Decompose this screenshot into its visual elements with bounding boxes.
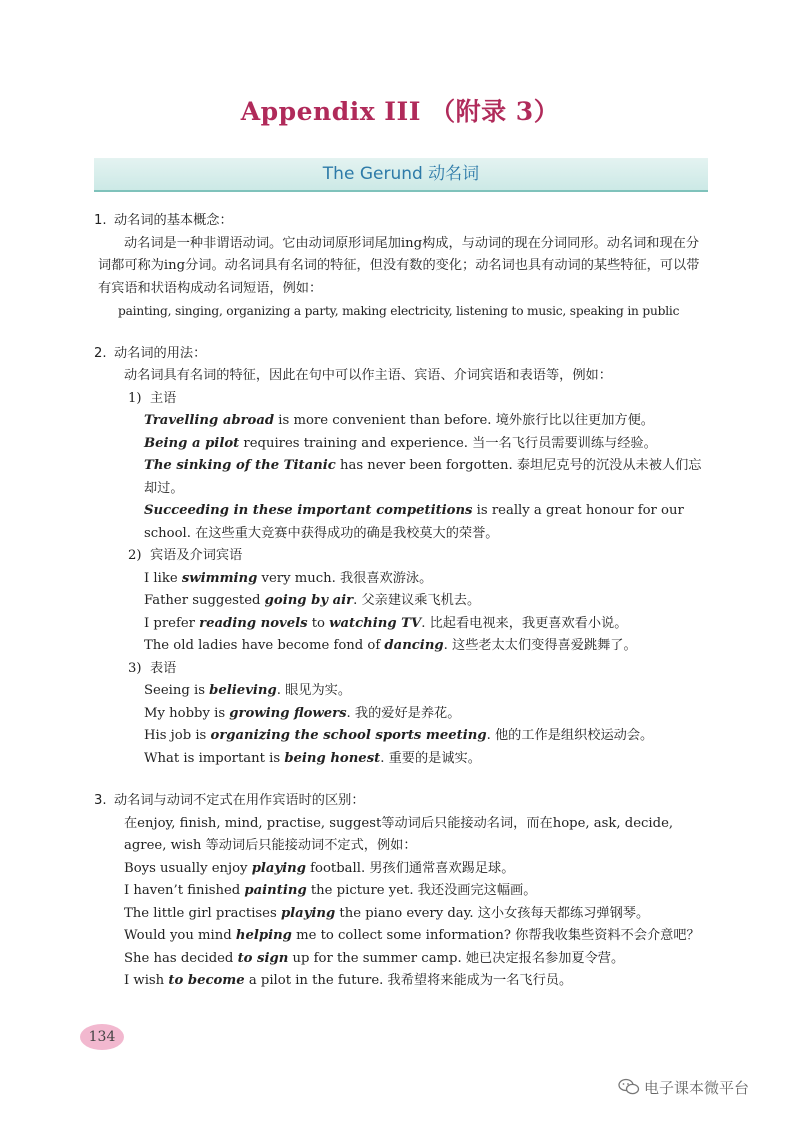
example-sentence [94, 948, 710, 971]
example-sentence [94, 880, 710, 903]
gerund-phrase: going by air [264, 593, 354, 608]
section-3-title: 动名词与动词不定式在用作宾语时的区别： [114, 793, 365, 808]
watermark-text: 电子课本微平台 [644, 1079, 750, 1097]
gerund-phrase: being honest [284, 750, 381, 766]
section-2-number: 2. [94, 345, 107, 361]
page-number: 134 [80, 1024, 124, 1050]
sentence-start: Seeing is [144, 683, 210, 698]
sub-1-label: 主语 [150, 390, 177, 406]
sentence-rest: me to collect some information? 你帮我收集些资料不会介意吧？ [291, 928, 700, 943]
sentence-rest: up for the summer camp. 她已决定报名参加夏令营。 [288, 950, 625, 966]
sub-1-number: 1) [128, 390, 142, 406]
sub-3-label: 表语 [150, 660, 177, 676]
infinitive-phrase: to sign [237, 950, 289, 966]
watermark [618, 1077, 749, 1098]
example-sentence [94, 500, 710, 545]
sub-1-heading [94, 388, 710, 411]
example-sentence [94, 858, 710, 881]
wechat-icon [618, 1078, 640, 1096]
gerund-phrase: Being a pilot [144, 435, 240, 451]
example-sentence [94, 703, 710, 726]
gerund-phrase: swimming [181, 570, 258, 586]
example-sentence [94, 970, 710, 993]
section-3-number: 3. [94, 793, 107, 808]
example-sentence [94, 748, 710, 771]
section-1-number: 1. [94, 213, 107, 228]
sentence-rest: has never been forgotten. 泰坦尼克号的沉没从未被人们忘却过。 [144, 458, 702, 496]
sentence-rest: . 他的工作是组织校运动会。 [486, 728, 654, 743]
sentence-rest: the piano every day. 这小女孩每天都练习弹钢琴。 [335, 905, 650, 921]
section-2-intro: 动名词具有名词的特征，因此在句中可以作主语、宾语、介词宾语和表语等，例如： [124, 368, 612, 383]
gerund-phrase: playing [280, 905, 336, 921]
example-sentence [94, 925, 710, 948]
example-sentence [94, 410, 710, 433]
sentence-rest: is really a great honour for our school. 在这些重大竞赛中获得成功的确是我校莫大的荣誉。 [144, 503, 684, 541]
example-sentence [94, 725, 710, 748]
gerund-phrase: playing [251, 860, 306, 876]
section-1-examples: painting, singing, organizing a party, making electricity, listening to music, speaking in public [118, 304, 680, 318]
sentence-start: Would you mind [124, 928, 236, 943]
sub-3-heading [94, 658, 710, 681]
sentence-middle: to [307, 615, 330, 631]
sentence-rest: . 这些老太太们变得喜爱跳舞了。 [443, 638, 637, 653]
gerund-phrase: growing flowers [229, 705, 347, 721]
sub-2-number: 2) [128, 548, 142, 563]
gerund-phrase: reading novels [199, 615, 308, 631]
gerund-phrase: Succeeding in these important competitions [144, 503, 473, 518]
gerund-phrase: The sinking of the Titanic [144, 458, 336, 473]
sentence-rest: is more convenient than before. 境外旅行比以往更加方便。 [274, 413, 654, 428]
gerund-phrase: Travelling abroad [144, 413, 275, 428]
gerund-phrase: painting [244, 883, 307, 898]
section-1-heading [94, 210, 710, 233]
infinitive-phrase: to become [168, 973, 245, 988]
gerund-phrase: helping [235, 928, 292, 943]
section-1-title: 动名词的基本概念： [114, 213, 233, 228]
sub-2-label: 宾语及介词宾语 [150, 548, 243, 563]
example-sentence [94, 433, 710, 456]
example-sentence [94, 590, 710, 613]
gerund-phrase: believing [209, 683, 277, 698]
sentence-start: His job is [144, 728, 211, 743]
sentence-rest: . 眼见为实。 [276, 683, 352, 698]
sentence-rest: . 父亲建议乘飞机去。 [353, 593, 481, 608]
page-title: Appendix III （附录 3） [240, 97, 560, 126]
section-1-paragraph: 动名词是一种非谓语动词。它由动词原形词尾加ing构成，与动词的现在分词同形。动名词和现在分词都可称为ing分词。动名词具有名词的特征，但没有数的变化；动名词也具有动词的某些特征，可以带有宾语和状语构成动名词短语，例如： [98, 235, 700, 296]
sentence-rest: requires training and experience. 当一名飞行员需要训练与经验。 [239, 435, 657, 451]
sentence-start: The old ladies have become fond of [144, 638, 385, 653]
section-3-intro: 在enjoy, finish, mind, practise, suggest等动词后只能接动名词，而在hope, ask, decide, agree, wish 等动词后只能接动词不定式，例如： [124, 815, 674, 853]
main-content [94, 210, 710, 993]
section-2-heading [94, 343, 710, 366]
example-sentence [94, 568, 710, 591]
sentence-rest: the picture yet. 我还没画完这幅画。 [306, 883, 537, 898]
gerund-phrase: watching TV [329, 615, 422, 631]
example-sentence [94, 455, 710, 500]
sub-2-heading [94, 545, 710, 568]
example-sentence [94, 903, 710, 926]
example-sentence [94, 613, 710, 636]
sentence-start: My hobby is [144, 705, 230, 721]
sentence-start: I haven’t finished [124, 883, 245, 898]
gerund-phrase: organizing the school sports meeting [210, 728, 487, 743]
sentence-start: I prefer [144, 615, 200, 631]
sentence-rest: . 重要的是诚实。 [380, 750, 481, 766]
section-2-title: 动名词的用法： [114, 345, 207, 361]
sentence-start: What is important is [144, 750, 285, 766]
sentence-rest: very much. 我很喜欢游泳。 [257, 570, 433, 586]
sentence-start: I like [144, 570, 182, 586]
sentence-rest: football. 男孩们通常喜欢踢足球。 [305, 860, 515, 876]
sentence-start: The little girl practises [124, 905, 281, 921]
sentence-rest: . 我的爱好是养花。 [346, 705, 461, 721]
section-banner: The Gerund 动名词 [94, 158, 708, 192]
sub-3-number: 3) [128, 660, 142, 676]
section-3-heading [94, 790, 710, 813]
sentence-start: She has decided [124, 950, 238, 966]
gerund-phrase: dancing [384, 638, 444, 653]
sentence-start: Boys usually enjoy [124, 860, 252, 876]
sentence-rest: a pilot in the future. 我希望将来能成为一名飞行员。 [244, 973, 573, 988]
example-sentence [94, 680, 710, 703]
sentence-start: I wish [124, 973, 169, 988]
sentence-start: Father suggested [144, 593, 265, 608]
sentence-rest: . 比起看电视来，我更喜欢看小说。 [421, 615, 628, 631]
example-sentence [94, 635, 710, 658]
